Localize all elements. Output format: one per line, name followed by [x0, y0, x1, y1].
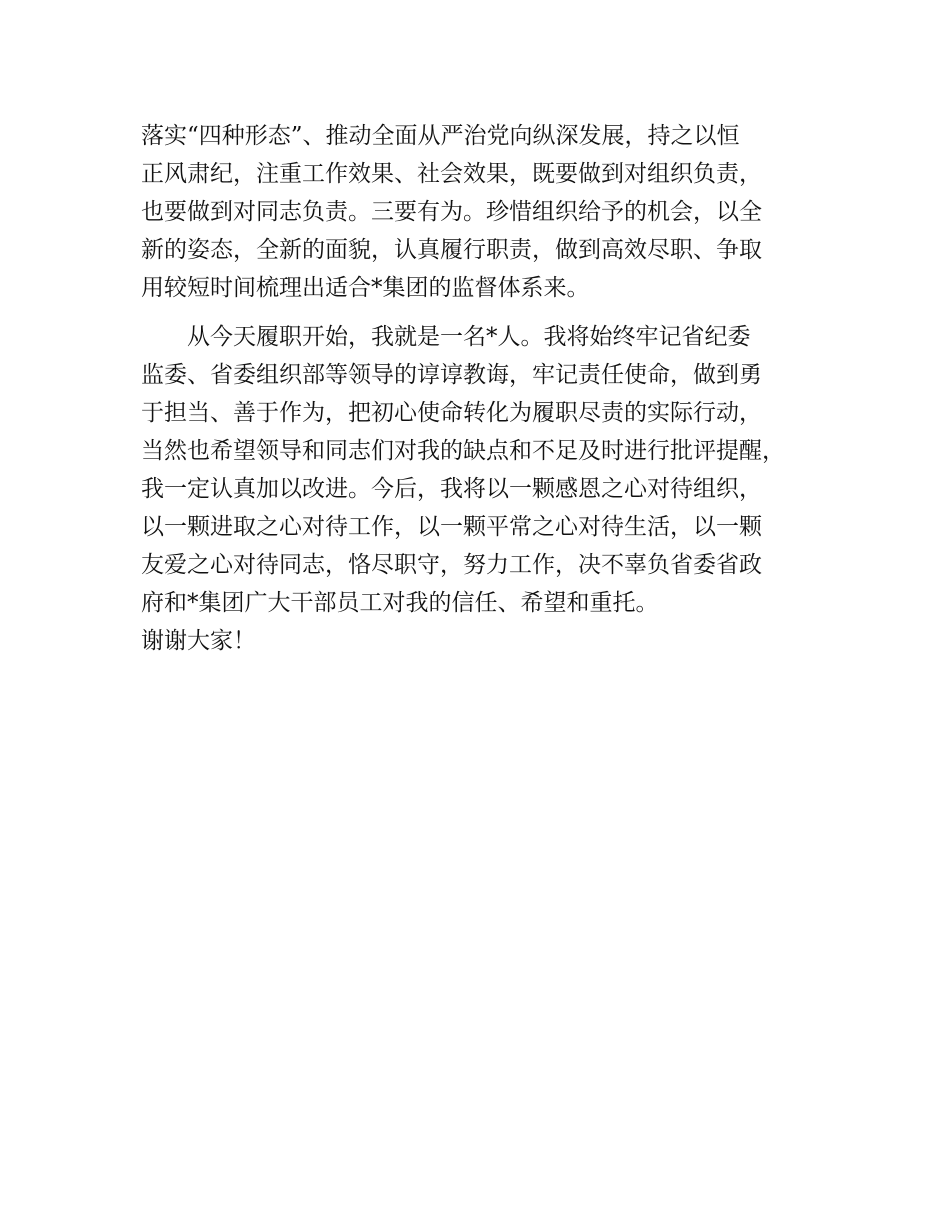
document-body	[141, 117, 841, 660]
text-line: 我一定认真加以改进。今后，我将以一颗感恩之心对待组织，	[141, 476, 762, 502]
text-line: 从今天履职开始，我就是一名*人。我将始终牢记省纪委	[187, 324, 751, 350]
text-line: 新的姿态，全新的面貌，认真履行职责，做到高效尽职、争取	[141, 237, 762, 263]
text-line: 也要做到对同志负责。三要有为。珍惜组织给予的机会，以全	[141, 199, 762, 225]
closing-line: 谢谢大家！	[141, 628, 256, 654]
text-line: 于担当、善于作为，把初心使命转化为履职尽责的实际行动，	[141, 400, 762, 426]
text-line: 当然也希望领导和同志们对我的缺点和不足及时进行批评提醒，	[141, 438, 785, 464]
text-line: 监委、省委组织部等领导的谆谆教诲，牢记责任使命，做到勇	[141, 362, 762, 388]
paragraph-gap	[141, 307, 841, 318]
text-line: 用较短时间梳理出适合*集团的监督体系来。	[141, 275, 590, 301]
text-line: 以一颗进取之心对待工作，以一颗平常之心对待生活，以一颗	[141, 514, 762, 540]
text-line: 友爱之心对待同志，恪尽职守，努力工作，决不辜负省委省政	[141, 552, 762, 578]
paragraph-2	[141, 318, 841, 622]
text-line: 府和*集团广大干部员工对我的信任、希望和重托。	[141, 590, 659, 616]
text-line: 落实“四种形态”、推动全面从严治党向纵深发展，持之以恒	[141, 123, 740, 149]
paragraph-1	[141, 117, 841, 307]
text-line: 正风肃纪，注重工作效果、社会效果，既要做到对组织负责，	[141, 161, 762, 187]
